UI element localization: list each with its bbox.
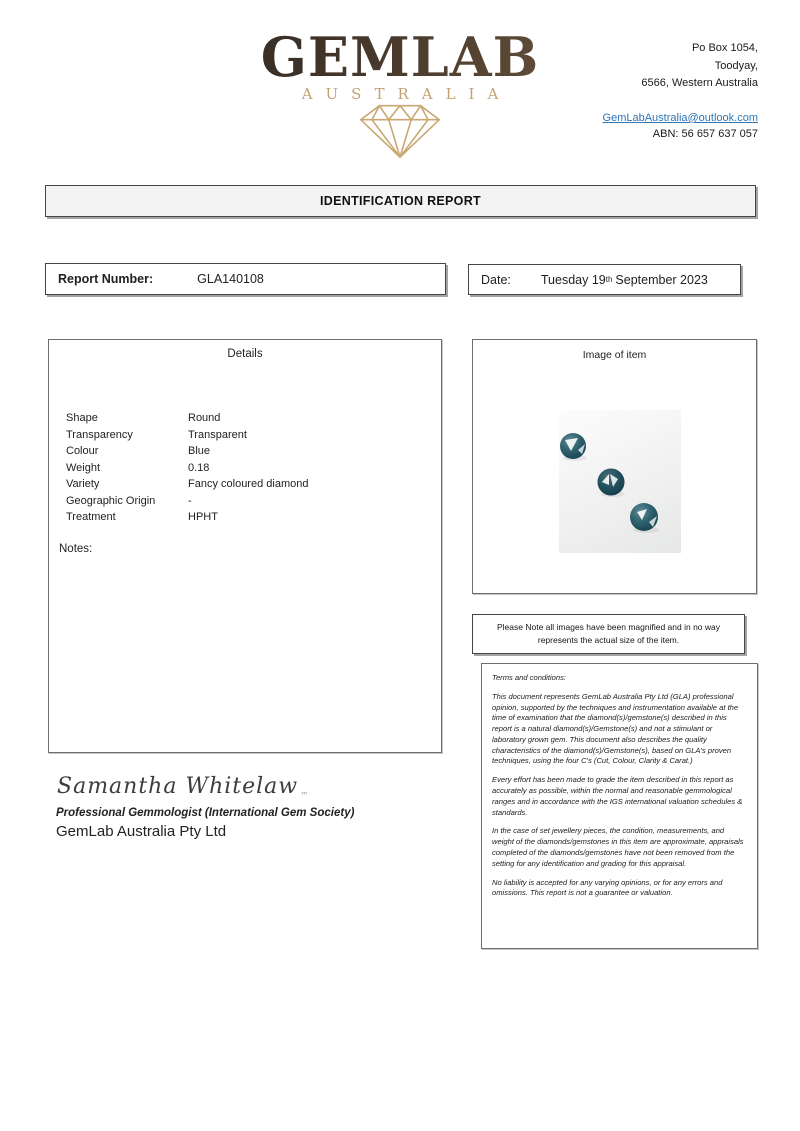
date-ordinal: th — [605, 275, 613, 284]
detail-label: Variety — [66, 478, 100, 490]
gemlab-logo-subtitle: AUSTRALIA — [301, 85, 512, 103]
detail-label: Weight — [66, 461, 101, 474]
details-panel-title: Details — [227, 348, 263, 360]
gem-photo — [559, 410, 681, 553]
image-panel — [472, 339, 757, 594]
report-number-value: GLA140108 — [197, 272, 264, 286]
abn-number: ABN: 56 657 637 057 — [652, 128, 758, 140]
address-line: Po Box 1054, — [691, 42, 758, 54]
signature-name: Samantha Whitelaw $_™$ — [57, 774, 309, 801]
report-number-label: Report Number: — [58, 272, 154, 286]
gem-photo-illustration — [559, 410, 681, 553]
diamond-logo-icon — [352, 101, 448, 159]
date-value-day: Tuesday 19 — [540, 272, 606, 287]
detail-value: HPHT — [188, 511, 218, 523]
details-table — [66, 410, 429, 526]
date-value-rest: September 2023 — [615, 272, 708, 287]
detail-value: - — [188, 494, 192, 507]
magnified-note-box — [472, 614, 745, 654]
gemlab-logo-wordmark: GEMLAB — [0, 30, 800, 84]
detail-value: Fancy coloured diamond — [188, 478, 309, 490]
signature-role: Professional Gemmologist (International Gem Society) — [56, 807, 355, 819]
report-number-box — [45, 263, 446, 295]
terms-panel — [481, 663, 758, 949]
email-link[interactable]: GemLabAustralia@outlook.com — [602, 112, 758, 124]
detail-label: Treatment — [66, 511, 116, 523]
address-block — [641, 40, 758, 93]
report-title: IDENTIFICATION REPORT — [320, 194, 481, 208]
date-label: Date: — [481, 272, 511, 287]
terms-title: Terms and conditions: — [492, 673, 567, 682]
detail-label: Shape — [66, 412, 98, 424]
detail-value: Round — [188, 412, 221, 424]
terms-paragraph: In the case of set jewellery pieces, the condition, measurements, and weight of the diamonds/gemstones in this item are approximate, appraisals completed of the diamonds/gemstones have not been removed from the setting for any identification and grading for this appraisal. — [492, 826, 744, 868]
detail-label: Geographic Origin — [66, 494, 156, 507]
terms-paragraph: This document represents GemLab Australia Pty Ltd (GLA) professional opinion, supported by the techniques and instrumentation available at the time of examination that the diamond(s)/gemstone(s) described in this report is a natural diamond(s)/Gemstone(s) and not a stimulant or laboratory grown gem. This document also describes the quality characteristics of the diamond(s)/Gemstone(s), based on GLA's proven techniques, using the four C's (Cut, Colour, Clarity & Carat.) — [492, 691, 739, 766]
magnified-note-text: Please Note all images have been magnified and in no way represents the actual size of the item. — [496, 621, 721, 645]
notes-label: Notes: — [59, 543, 93, 555]
gem-stone — [598, 469, 625, 496]
gem-stone — [630, 503, 658, 531]
terms-paragraph: No liability is accepted for any varying opinions, or for any errors and omissions. This report is not a guarantee or valuation. — [492, 877, 723, 898]
detail-value: Transparent — [188, 428, 247, 441]
report-title-bar — [45, 185, 756, 217]
details-panel — [48, 339, 442, 753]
detail-value: 0.18 — [188, 461, 210, 474]
signature-company: GemLab Australia Pty Ltd — [56, 823, 227, 840]
detail-label: Transparency — [66, 428, 133, 441]
terms-paragraph: Every effort has been made to grade the item described in this report as accurately as possible, within the normal and reasonable gemmological ranges and in accordance with the IGS international valuation schedules & standards. — [492, 775, 743, 817]
image-panel-title: Image of item — [582, 349, 647, 361]
address-line: 6566, Western Australia — [641, 77, 758, 90]
report-date-box — [468, 264, 741, 295]
address-line: Toodyay, — [714, 59, 758, 72]
detail-value: Blue — [188, 445, 211, 457]
detail-label: Colour — [66, 445, 99, 457]
signature-trademark: ™ — [300, 791, 309, 801]
gem-stone — [560, 433, 586, 459]
